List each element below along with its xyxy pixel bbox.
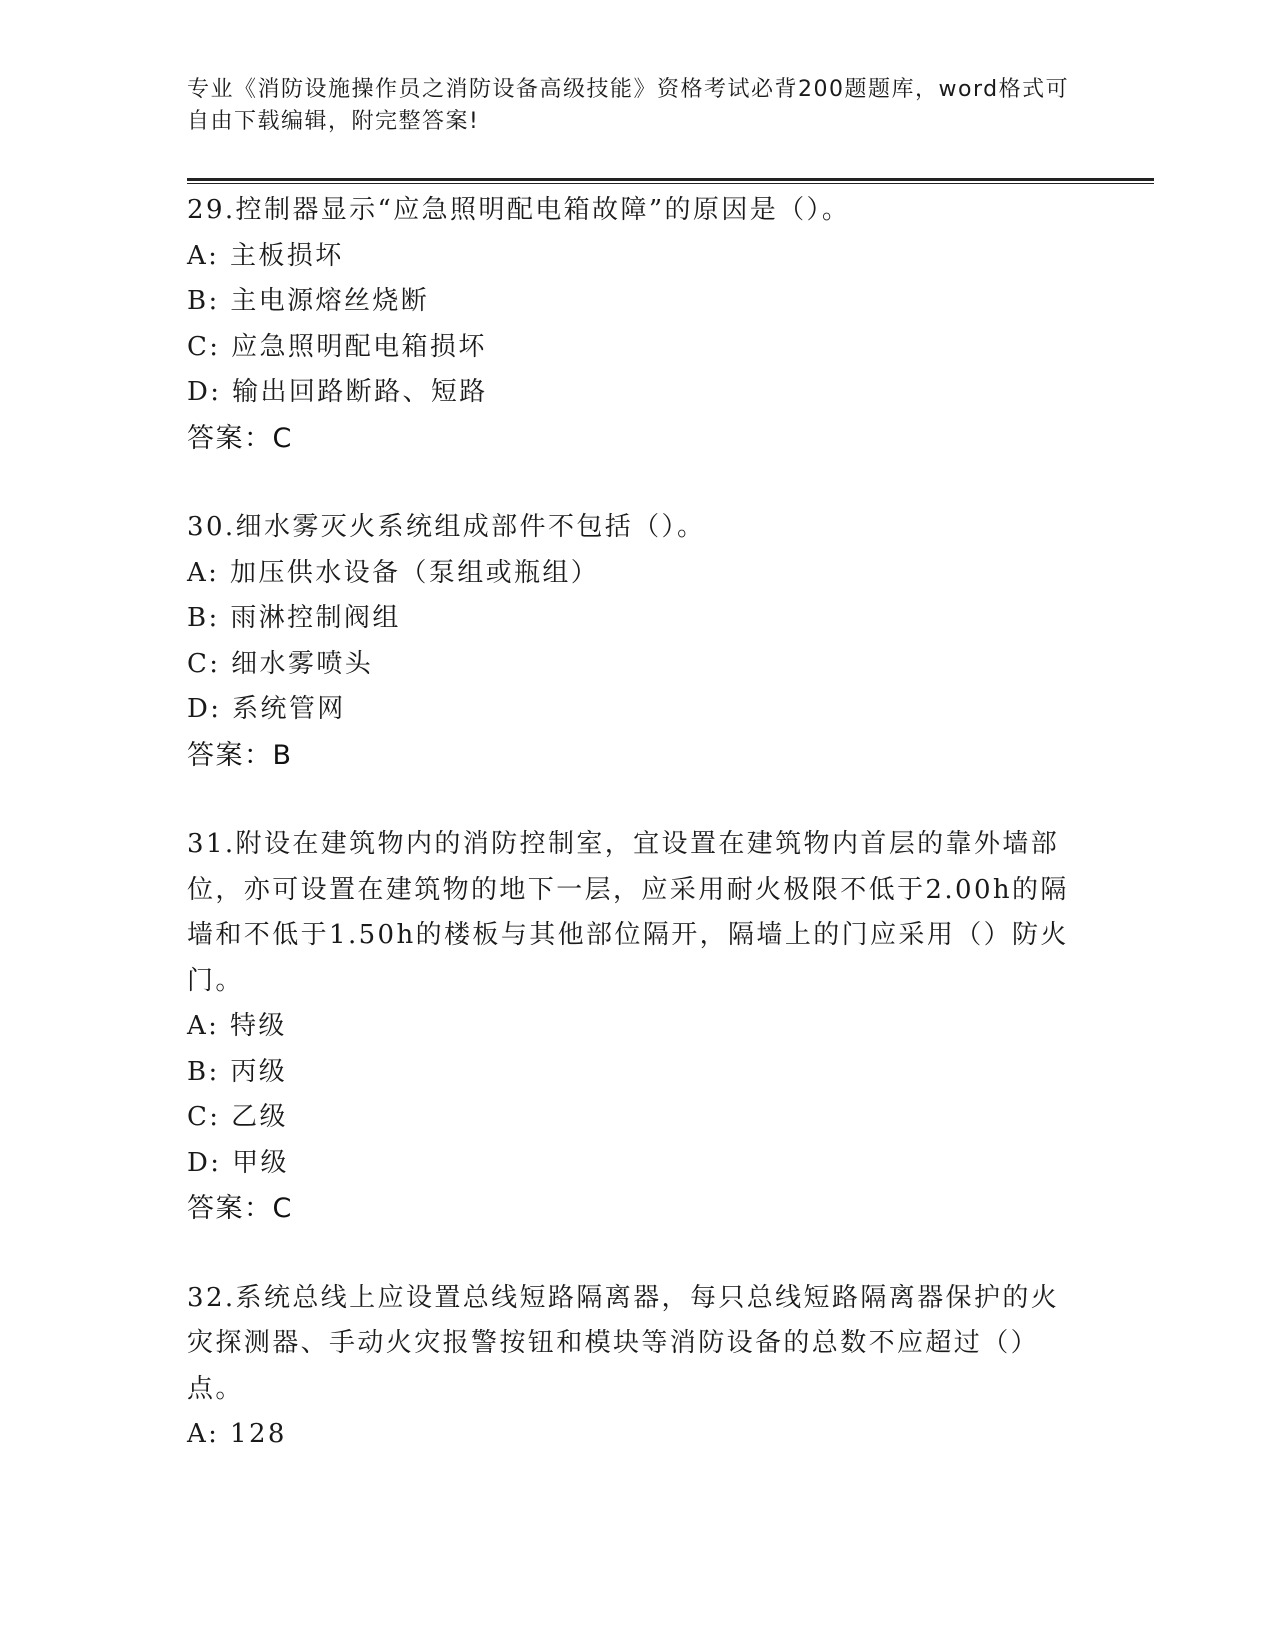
option-a: A: 128 [187,1419,287,1449]
option-a: A: 主板损坏 [187,240,344,271]
answer-line: 答案：C [187,1193,293,1224]
question-text: 31.附设在建筑物内的消防控制室，宜设置在建筑物内首层的靠外墙部位，亦可设置在建筑物的地下一层，应采用耐火极限不低于2.00h的隔墙和不低于1.50h的楼板与其他部位隔开，隔墙上的门应采用（）防火门。 [187,829,1069,996]
option-a: A: 特级 [187,1011,287,1041]
option-b: B: 丙级 [187,1056,288,1087]
option-b: B: 主电源熔丝烧断 [187,286,430,316]
question-text: 29.控制器显示“应急照明配电箱故障”的原因是（）。 [187,195,851,225]
option-d: D: 输出回路断路、短路 [187,377,488,407]
question-29 [187,188,1077,461]
question-text: 32.系统总线上应设置总线短路隔离器，每只总线短路隔离器保护的火灾探测器、手动火灾报警按钮和模块等消防设备的总数不应超过（）点。 [187,1282,1060,1404]
answer-line: 答案：B [187,739,293,771]
question-32 [187,1276,1077,1458]
option-a: A: 加压供水设备（泵组或瓶组） [187,557,600,588]
answer-line: 答案：C [187,422,293,454]
option-c: C: 细水雾喷头 [187,648,374,679]
question-30 [187,505,1077,778]
document-header: 专业《消防设施操作员之消防设备高级技能》资格考试必背200题题库，word格式可自由下载编辑，附完整答案! [187,77,1070,134]
header-divider-thick [187,178,1154,181]
option-c: C: 乙级 [187,1102,288,1132]
question-31 [187,822,1077,1232]
option-b: B: 雨淋控制阀组 [187,603,401,633]
question-list [187,188,1077,1502]
option-d: D: 甲级 [187,1147,289,1178]
option-c: C: 应急照明配电箱损坏 [187,331,487,362]
option-d: D: 系统管网 [187,694,346,724]
header-divider-thin [187,183,1154,184]
question-text: 30.细水雾灭火系统组成部件不包括（）。 [187,512,706,542]
